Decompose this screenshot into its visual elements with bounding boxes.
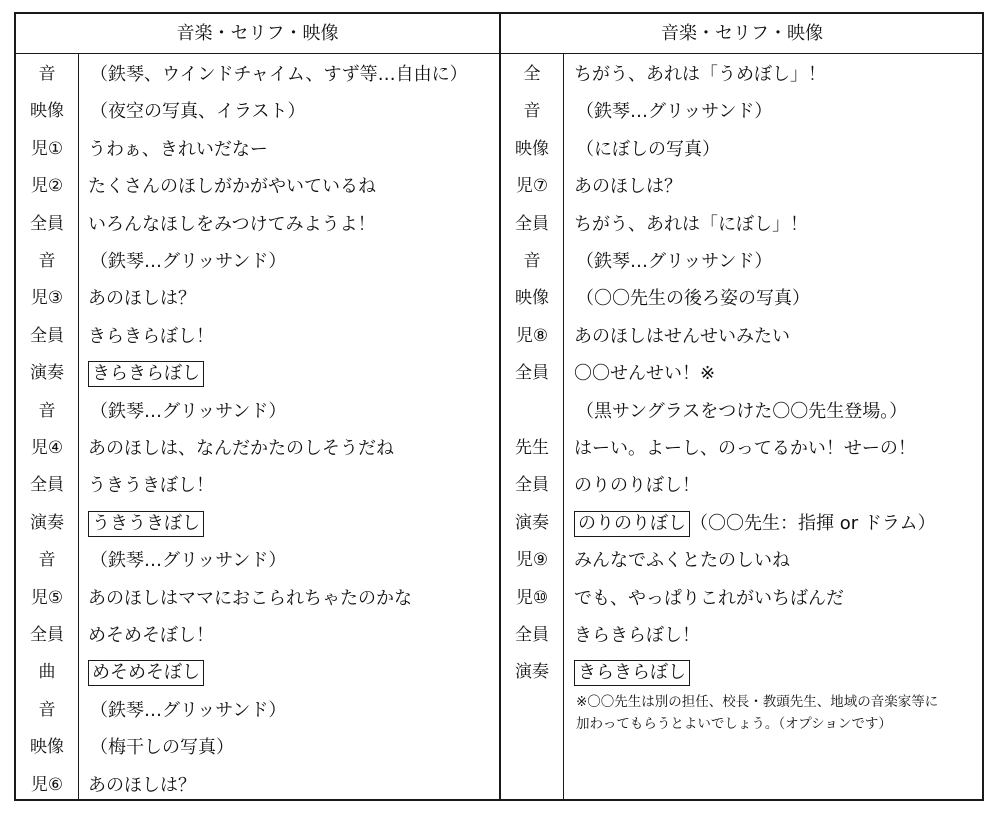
left-row-speaker: 全員 xyxy=(30,475,64,496)
left-row-line: あのほしは、なんだかたのしそうだね xyxy=(88,438,394,459)
left-row-speaker: 全員 xyxy=(30,625,64,645)
left-row-speaker: 全員 xyxy=(30,325,64,346)
left-row-line: あのほしはママにおこられちゃたのかな xyxy=(88,587,412,609)
left-column-header: 音楽・セリフ・映像 xyxy=(176,23,339,44)
footnote-line-1: ※〇〇先生は別の担任、校長・教頭先生、地域の音楽家等に xyxy=(576,694,939,710)
song-title-box: のりのりぼし xyxy=(574,511,690,537)
left-row-speaker: 音 xyxy=(38,251,56,271)
left-row-line xyxy=(88,654,204,691)
left-row-speaker: 演奏 xyxy=(30,363,64,384)
right-row-line: きらきらぼし！ xyxy=(574,625,700,646)
right-row-line xyxy=(574,505,936,542)
left-row-line: きらきらぼし！ xyxy=(88,325,214,347)
right-row-line: （黒サングラスをつけた〇〇先生登場。） xyxy=(576,400,908,422)
right-speaker-divider xyxy=(563,54,564,800)
right-row-line: （鉄琴…グリッサンド） xyxy=(576,101,773,123)
right-row-speaker: 映像 xyxy=(515,288,549,309)
left-row-line xyxy=(88,355,204,392)
left-row-line: めそめそぼし！ xyxy=(88,625,214,646)
left-row-line: うわぁ、きれいだなー xyxy=(88,138,268,160)
right-row-speaker: 音 xyxy=(523,101,541,122)
left-row-line: （鉄琴…グリッサンド） xyxy=(90,550,287,572)
left-row-speaker: 全員 xyxy=(30,213,64,234)
right-row-speaker: 全員 xyxy=(515,625,549,645)
right-row-speaker: 演奏 xyxy=(515,662,549,683)
left-row-speaker: 児② xyxy=(30,176,64,197)
right-row-line: 〇〇せんせい！※ xyxy=(574,363,716,385)
right-row-speaker xyxy=(501,393,563,430)
right-row-speaker: 先生 xyxy=(515,438,549,458)
right-row-line: （にぼしの写真） xyxy=(576,138,720,160)
right-row-speaker: 演奏 xyxy=(515,512,549,533)
left-row-line: あのほしは？ xyxy=(88,774,196,796)
left-row-speaker: 曲 xyxy=(38,662,56,683)
left-row-speaker: 児⑥ xyxy=(30,774,64,795)
right-row-line: でも、やっぱりこれがいちばんだ xyxy=(574,587,844,609)
right-row-line: みんなでふくとたのしいね xyxy=(574,550,790,572)
right-row-speaker: 全 xyxy=(523,64,541,84)
left-row-line: （夜空の写真、イラスト） xyxy=(90,101,306,123)
left-row-line: （鉄琴…グリッサンド） xyxy=(90,251,287,272)
song-title-box: めそめそぼし xyxy=(88,660,204,686)
left-row-line xyxy=(88,505,204,542)
right-row-line: のりのりぼし！ xyxy=(574,475,700,497)
right-row-line: ちがう、あれは「にぼし」！ xyxy=(574,213,808,235)
left-row-line: たくさんのほしがかがやいているね xyxy=(88,176,376,198)
song-title-box: きらきらぼし xyxy=(574,660,690,686)
left-row-speaker: 映像 xyxy=(30,737,64,758)
right-row-line: ちがう、あれは「うめぼし」！ xyxy=(574,64,826,85)
left-row-speaker: 児③ xyxy=(30,288,64,309)
left-row-line: （鉄琴…グリッサンド） xyxy=(90,400,287,422)
left-row-speaker: 児④ xyxy=(30,438,64,458)
left-row-line: （鉄琴、ウインドチャイム、すず等…自由に） xyxy=(90,64,468,85)
right-row-line: はーい。よーし、のってるかい！せーの！ xyxy=(574,438,916,459)
left-row-speaker: 映像 xyxy=(30,101,64,122)
right-row-line: あのほしはせんせいみたい xyxy=(574,325,790,347)
right-row-speaker: 児⑨ xyxy=(515,550,549,571)
left-row-speaker: 音 xyxy=(38,64,56,84)
left-row-line: （鉄琴…グリッサンド） xyxy=(90,699,287,721)
left-row-line: あのほしは？ xyxy=(88,288,196,310)
right-row-line: （鉄琴…グリッサンド） xyxy=(576,251,773,272)
right-column-header: 音楽・セリフ・映像 xyxy=(661,23,823,44)
left-row-line: うきうきぼし！ xyxy=(88,475,214,497)
left-row-line: （梅干しの写真） xyxy=(90,737,234,759)
left-speaker-divider xyxy=(78,54,79,800)
right-row-speaker: 全員 xyxy=(515,213,549,234)
left-row-speaker: 児① xyxy=(30,138,64,159)
song-title-box: きらきらぼし xyxy=(88,361,204,387)
left-row-speaker: 児⑤ xyxy=(30,587,64,608)
right-row-speaker: 全員 xyxy=(515,363,549,384)
right-row-speaker: 児⑦ xyxy=(515,176,549,197)
left-row-line: いろんなほしをみつけてみようよ！ xyxy=(88,213,376,235)
right-row-line: あのほしは？ xyxy=(574,176,682,198)
right-row-speaker: 児⑧ xyxy=(515,325,549,346)
left-row-speaker: 演奏 xyxy=(30,512,64,533)
left-row-speaker: 音 xyxy=(38,699,56,720)
footnote-line-2: 加わってもらうとよいでしょう。（オプションです） xyxy=(576,716,892,732)
right-row-line xyxy=(574,654,690,691)
left-row-speaker: 音 xyxy=(38,550,56,571)
right-row-speaker: 音 xyxy=(523,251,541,271)
performance-note: （〇〇先生：指揮 or ドラム） xyxy=(690,512,936,534)
right-row-speaker: 映像 xyxy=(515,138,549,159)
right-row-speaker: 全員 xyxy=(515,475,549,496)
song-title-box: うきうきぼし xyxy=(88,511,204,537)
right-row-line: （〇〇先生の後ろ姿の写真） xyxy=(576,288,810,310)
right-row-speaker: 児⑩ xyxy=(515,587,549,608)
left-row-speaker: 音 xyxy=(38,400,56,421)
